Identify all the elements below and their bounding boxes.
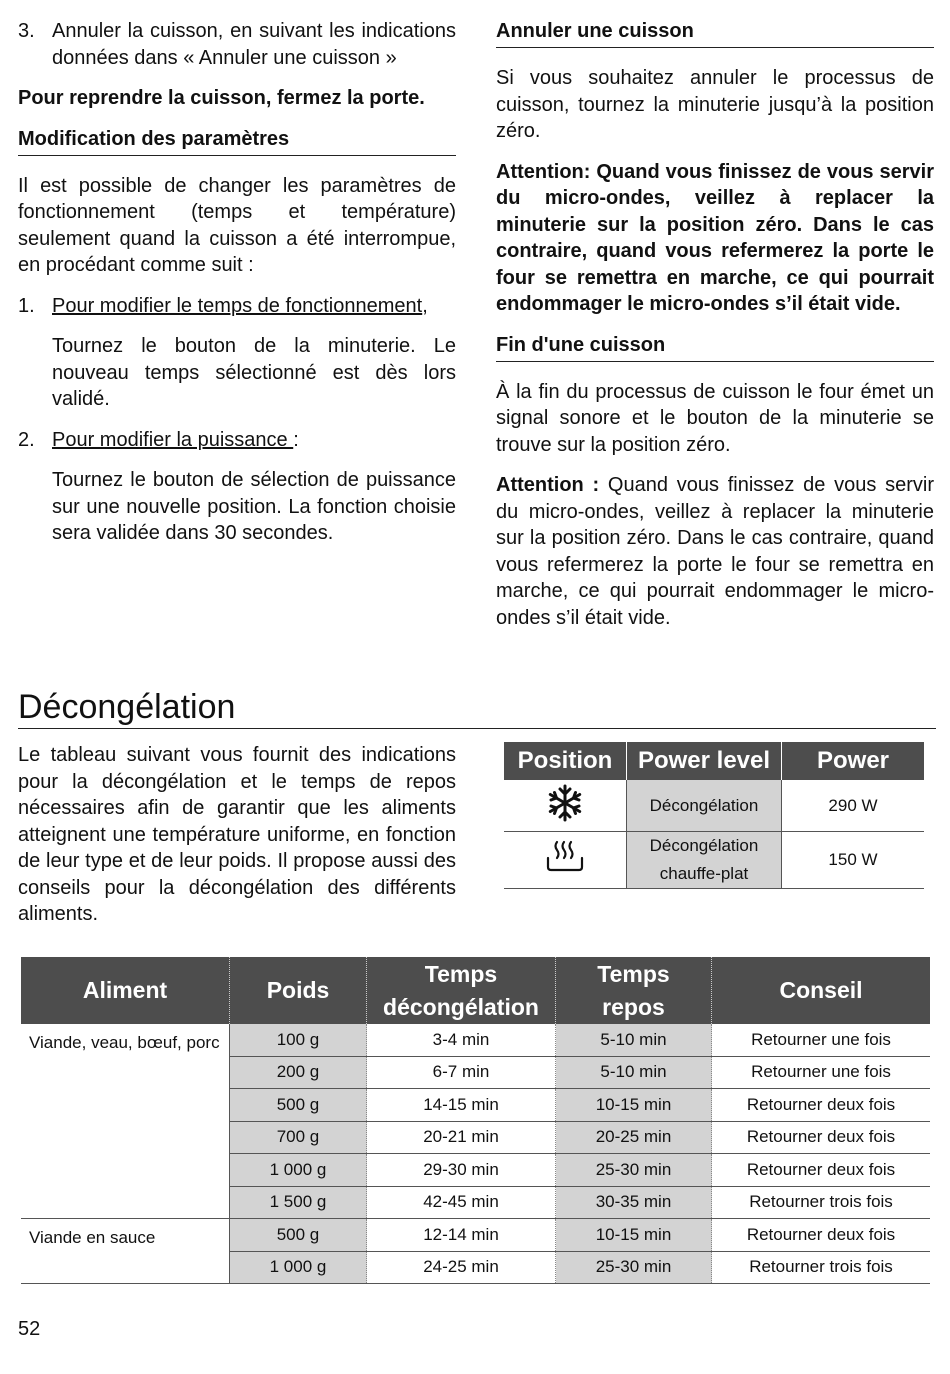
weight-cell: 100 g xyxy=(230,1024,367,1056)
header-power: Power xyxy=(782,742,925,780)
defrost-time-cell: 12-14 min xyxy=(367,1219,556,1252)
item-title-suffix: , xyxy=(422,294,428,317)
tip-cell: Retourner deux fois xyxy=(712,1219,931,1252)
item-title-underlined: Pour modifier la puissance xyxy=(52,428,294,451)
weight-cell: 1 000 g xyxy=(230,1251,367,1284)
defrost-time-cell: 42-45 min xyxy=(367,1186,556,1219)
tip-cell: Retourner deux fois xyxy=(712,1089,931,1122)
warming-plate-icon xyxy=(504,832,627,889)
power-level-line: Décongélation xyxy=(649,836,759,855)
power-table xyxy=(504,742,924,889)
defrost-intro: Le tableau suivant vous fournit des indications pour la décongélation et le temps de repos nécessaires afin de garantir que les aliments atteignent une température uniforme, en fonction de leur type et de leur poids. Il propose aussi des conseils pour la décongélation des différents aliments. xyxy=(18,744,456,925)
warning-bold: Attention: Quand vous finissez de vous servir du micro-ondes, veillez à replacer la minuterie sur la position zéro. Dans le cas contraire, quand vous refermerez la porte le four se remettra en marche, ce qui pourrait endommager le micro-ondes s’il était vide. xyxy=(496,160,934,315)
list-item-title xyxy=(52,427,456,454)
rest-time-cell: 5-10 min xyxy=(556,1056,712,1089)
weight-cell: 500 g xyxy=(230,1219,367,1252)
modification-intro: Il est possible de changer les paramètres de fonctionnement (temps et température) seulement quand la cuisson a été interrompue, en procédant comme suit : xyxy=(18,174,456,276)
warning-label: Attention : xyxy=(496,474,600,496)
resume-note: Pour reprendre la cuisson, fermez la porte. xyxy=(18,87,425,109)
list-number: 2. xyxy=(18,428,35,451)
rest-time-cell: 10-15 min xyxy=(556,1219,712,1252)
left-column xyxy=(18,18,456,547)
defrost-time-cell: 20-21 min xyxy=(367,1121,556,1154)
food-cell: Viande, veau, bœuf, porc xyxy=(21,1024,230,1219)
table-row xyxy=(504,780,924,832)
list-number: 1. xyxy=(18,294,35,317)
section-heading-modification: Modification des paramètres xyxy=(18,126,456,156)
header-position: Position xyxy=(504,742,627,780)
page-title: Décongélation xyxy=(18,686,936,729)
defrost-time-cell: 6-7 min xyxy=(367,1056,556,1089)
power-level-cell: Décongélation xyxy=(627,780,782,832)
table-row xyxy=(21,1024,930,1056)
defrost-table xyxy=(21,957,930,1284)
end-text: À la fin du processus de cuisson le four émet un signal sonore et le bouton de la minuterie se trouve sur la position zéro. xyxy=(496,380,934,456)
header-defrost-time xyxy=(367,957,556,1024)
list-item-title xyxy=(52,293,456,320)
page-number: 52 xyxy=(18,1318,41,1340)
tip-cell: Retourner trois fois xyxy=(712,1251,931,1284)
header-power-level: Power level xyxy=(627,742,782,780)
tip-cell: Retourner deux fois xyxy=(712,1154,931,1187)
warning-normal xyxy=(496,472,934,631)
defrost-time-cell: 14-15 min xyxy=(367,1089,556,1122)
header-line: décongélation xyxy=(383,993,539,1020)
defrost-time-cell: 3-4 min xyxy=(367,1024,556,1056)
list-item-2 xyxy=(18,427,456,454)
rest-time-cell: 5-10 min xyxy=(556,1024,712,1056)
tip-cell: Retourner une fois xyxy=(712,1024,931,1056)
power-level-cell xyxy=(627,832,782,889)
list-item-1-text: Tournez le bouton de la minuterie. Le nouveau temps sélectionné est dès lors validé. xyxy=(52,335,456,410)
list-item-text: Annuler la cuisson, en suivant les indications données dans « Annuler une cuisson » xyxy=(52,20,456,69)
list-item-3 xyxy=(18,18,456,71)
rest-time-cell: 25-30 min xyxy=(556,1154,712,1187)
food-cell: Viande en sauce xyxy=(21,1219,230,1284)
tip-cell: Retourner deux fois xyxy=(712,1121,931,1154)
header-food: Aliment xyxy=(21,957,230,1024)
warning-text: Quand vous finissez de vous servir du micro-ondes, veillez à replacer la minuterie sur la position zéro. Dans le cas contraire, quand vous refermerez la porte le four se remettra en marche, ce qui pourrait endommager le micro-ondes s’il était vide. xyxy=(496,474,934,629)
section-heading-end: Fin d'une cuisson xyxy=(496,332,934,362)
header-weight: Poids xyxy=(230,957,367,1024)
power-cell: 290 W xyxy=(782,780,925,832)
power-cell: 150 W xyxy=(782,832,925,889)
power-level-line: chauffe-plat xyxy=(659,864,749,883)
weight-cell: 1 000 g xyxy=(230,1154,367,1187)
defrost-time-cell: 29-30 min xyxy=(367,1154,556,1187)
header-line: repos xyxy=(602,993,665,1020)
section-heading-cancel: Annuler une cuisson xyxy=(496,18,934,48)
right-column xyxy=(496,18,934,631)
weight-cell: 500 g xyxy=(230,1089,367,1122)
tip-cell: Retourner trois fois xyxy=(712,1186,931,1219)
list-item-2-text: Tournez le bouton de sélection de puissance sur une nouvelle position. La fonction choisie sera validée dans 30 secondes. xyxy=(52,469,456,544)
header-tip: Conseil xyxy=(712,957,931,1024)
rest-time-cell: 25-30 min xyxy=(556,1251,712,1284)
rest-time-cell: 10-15 min xyxy=(556,1089,712,1122)
item-title-suffix: : xyxy=(293,428,299,451)
list-number: 3. xyxy=(18,20,35,42)
rest-time-cell: 20-25 min xyxy=(556,1121,712,1154)
list-item-1 xyxy=(18,293,456,320)
header-line: Temps xyxy=(597,960,670,987)
header-line: Temps xyxy=(424,960,498,987)
tip-cell: Retourner une fois xyxy=(712,1056,931,1089)
defrost-time-cell: 24-25 min xyxy=(367,1251,556,1284)
weight-cell: 200 g xyxy=(230,1056,367,1089)
table-row xyxy=(21,1219,930,1252)
table-row xyxy=(504,832,924,889)
rest-time-cell: 30-35 min xyxy=(556,1186,712,1219)
snowflake-icon xyxy=(504,780,627,832)
header-rest-time xyxy=(556,957,712,1024)
item-title-underlined: Pour modifier le temps de fonctionnement xyxy=(52,294,423,317)
weight-cell: 1 500 g xyxy=(230,1186,367,1219)
cancel-text: Si vous souhaitez annuler le processus de cuisson, tournez la minuterie jusqu’à la position zéro. xyxy=(496,67,934,142)
weight-cell: 700 g xyxy=(230,1121,367,1154)
